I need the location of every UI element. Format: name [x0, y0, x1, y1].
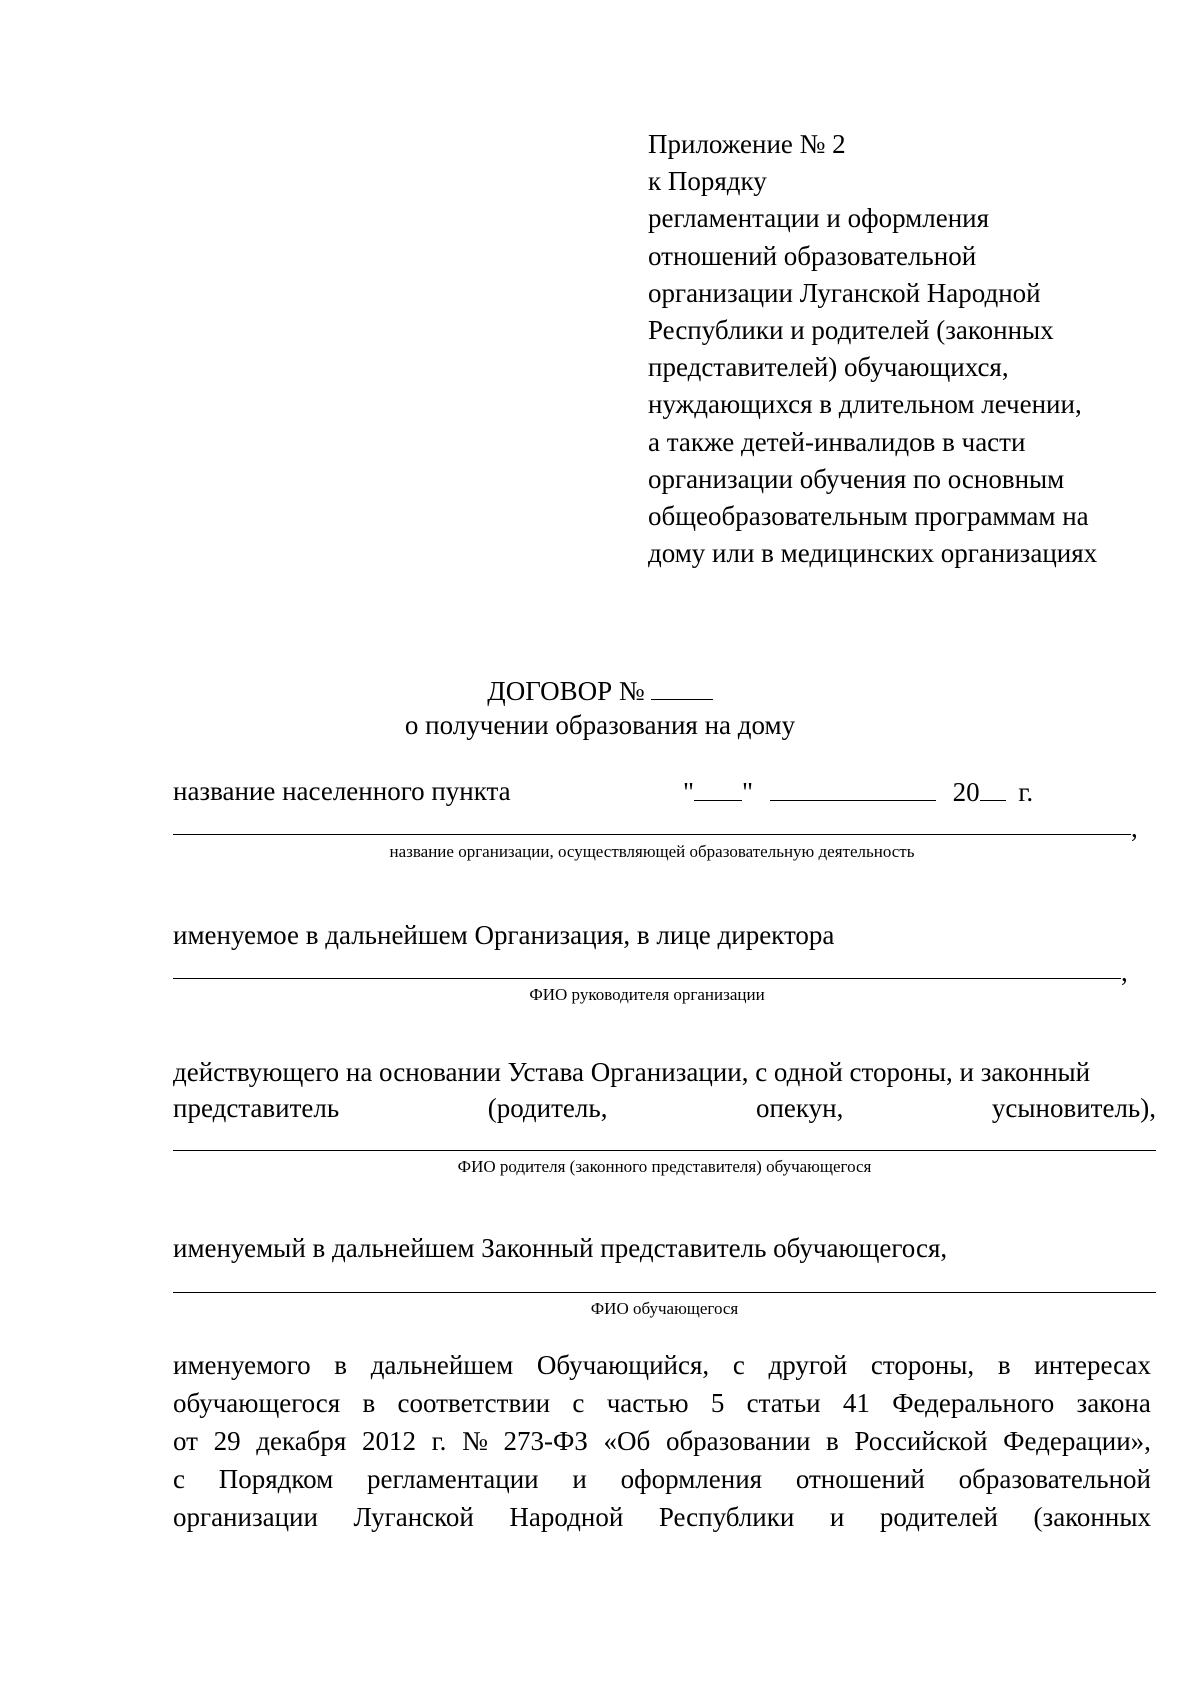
appendix-line: организации Луганской Народной: [648, 277, 1041, 308]
appendix-header: [648, 126, 1168, 572]
day-blank[interactable]: [694, 776, 742, 801]
body-word: оформления: [620, 1464, 763, 1494]
body-word: статьи: [746, 1388, 821, 1418]
body-word: регламентации: [367, 1464, 539, 1494]
contract-number-blank[interactable]: [651, 677, 713, 700]
appendix-line: дому или в медицинских организациях: [648, 538, 1098, 569]
appendix-line: Приложение № 2: [648, 129, 846, 159]
body-word: соответствии: [397, 1388, 551, 1418]
body-word: родителей: [879, 1502, 998, 1532]
appendix-line: регламентации и оформления: [648, 203, 990, 234]
body-word: стороны,: [870, 1350, 975, 1380]
representative-word: представитель: [173, 1093, 340, 1123]
place-label: название населенного пункта: [173, 776, 511, 806]
appendix-line: организации обучения по основным: [648, 463, 1065, 494]
director-comma: ,: [1121, 957, 1128, 987]
month-blank[interactable]: [770, 776, 936, 801]
body-word: обучающегося: [173, 1388, 341, 1418]
body-word: Российской: [854, 1426, 988, 1456]
body-line: [173, 1426, 1151, 1457]
body-word: с: [732, 1350, 745, 1380]
org-caption: название организации, осуществляющей образовательную деятельность: [389, 842, 915, 861]
parent-caption: ФИО родителя (законного представителя) обучающегося: [457, 1157, 872, 1176]
appendix-line: к Порядку: [648, 166, 767, 197]
date-quote-close: ": [742, 777, 754, 807]
body-word: 5: [710, 1388, 725, 1418]
body-word: в: [997, 1350, 1011, 1380]
director-caption: ФИО руководителя организации: [529, 985, 765, 1004]
acting-line: действующего на основании Устава Организации, с одной стороны, и законный: [173, 1057, 1091, 1087]
date-line: [683, 776, 1033, 808]
named-org-text: именуемое в дальнейшем Организация, в лице директора: [173, 920, 835, 950]
body-line: [173, 1388, 1151, 1419]
body-word: 41: [842, 1388, 870, 1418]
contract-title: [300, 676, 900, 707]
body-word: Народной: [509, 1502, 624, 1532]
parent-name-line[interactable]: [173, 1150, 1156, 1151]
year-blank[interactable]: [980, 776, 1006, 801]
body-word: декабря: [256, 1426, 347, 1456]
body-word: отношений: [795, 1464, 925, 1494]
year-prefix: 20: [952, 777, 980, 807]
body-word: другой: [768, 1350, 848, 1380]
org-comma: ,: [1131, 813, 1138, 843]
org-name-line[interactable]: [173, 834, 1131, 835]
body-word: Федерального: [892, 1388, 1055, 1418]
appendix-line: представителей) обучающихся,: [648, 352, 1009, 383]
representative-line: [173, 1093, 1156, 1124]
body-word: Обучающийся,: [536, 1350, 710, 1380]
representative-word: усыновитель),: [991, 1093, 1156, 1123]
director-name-line[interactable]: [173, 978, 1121, 979]
body-word: образовании: [665, 1426, 811, 1456]
date-quote-open: ": [683, 777, 695, 807]
student-name-line[interactable]: [173, 1292, 1156, 1293]
body-word: организации: [173, 1502, 318, 1532]
body-line: [173, 1350, 1151, 1381]
body-word: и: [829, 1502, 845, 1532]
body-word: и: [572, 1464, 587, 1494]
appendix-line: отношений образовательной: [648, 240, 977, 271]
appendix-line: нуждающихся в длительном лечении,: [648, 389, 1082, 420]
contract-subtitle: о получении образования на дому: [404, 710, 796, 740]
representative-word: опекун,: [755, 1093, 844, 1123]
body-word: с: [173, 1464, 185, 1494]
representative-word: (родитель,: [487, 1093, 608, 1123]
body-word: от: [173, 1426, 198, 1456]
body-word: образовательной: [958, 1464, 1151, 1494]
student-caption: ФИО обучающегося: [590, 1299, 739, 1318]
appendix-line: Республики и родителей (законных: [648, 315, 1054, 346]
named-parent-text: именуемый в дальнейшем Законный представитель обучающегося,: [173, 1233, 948, 1263]
body-word: Порядком: [218, 1464, 334, 1494]
body-word: Федерации»,: [1003, 1426, 1151, 1456]
body-word: Луганской: [353, 1502, 474, 1532]
body-word: именуемого: [173, 1350, 311, 1380]
contract-title-text: ДОГОВОР №: [487, 676, 645, 706]
body-word: 2012: [362, 1426, 416, 1456]
body-word: «Об: [603, 1426, 651, 1456]
year-suffix: г.: [1018, 777, 1034, 807]
body-word: в: [826, 1426, 839, 1456]
body-word: 29: [213, 1426, 241, 1456]
body-word: 273-ФЗ: [503, 1426, 588, 1456]
body-word: (законных: [1033, 1502, 1151, 1532]
body-word: г.: [431, 1426, 447, 1456]
body-word: Республики: [658, 1502, 795, 1532]
appendix-line: общеобразовательным программам на: [648, 501, 1089, 532]
body-word: закона: [1076, 1388, 1151, 1418]
body-word: №: [462, 1426, 488, 1456]
body-word: с: [572, 1388, 585, 1418]
body-word: в: [334, 1350, 348, 1380]
body-word: в: [362, 1388, 376, 1418]
body-word: дальнейшем: [370, 1350, 514, 1380]
appendix-line: а также детей-инвалидов в части: [648, 426, 1026, 457]
body-word: частью: [606, 1388, 689, 1418]
body-word: интересах: [1034, 1350, 1151, 1380]
body-line: [173, 1502, 1151, 1533]
body-line: [173, 1464, 1151, 1495]
